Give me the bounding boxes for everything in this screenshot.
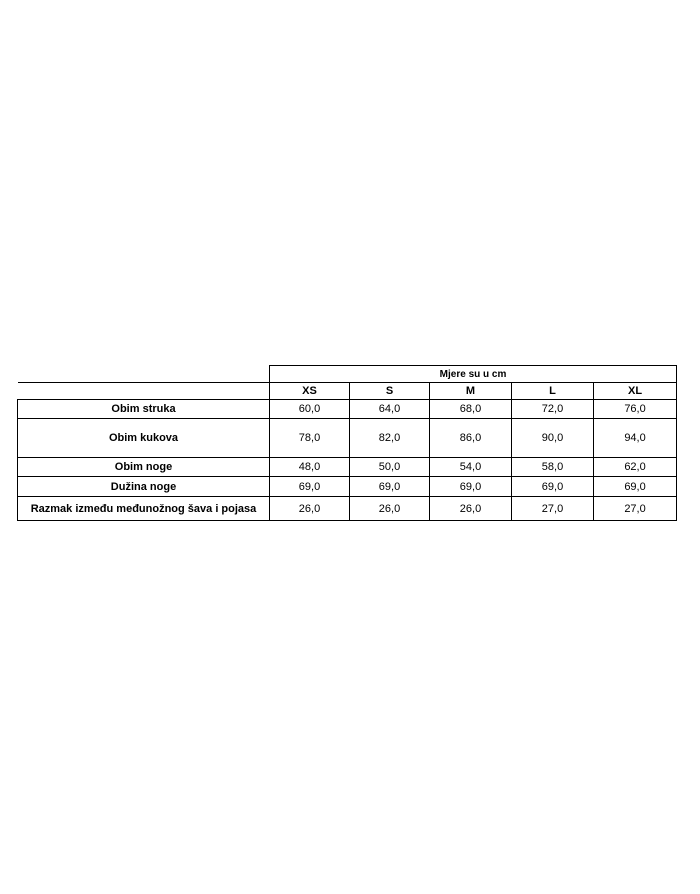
- table-row: [18, 458, 677, 477]
- table-cell: 58,0: [512, 458, 594, 477]
- unit-header: Mjere su u cm: [270, 366, 677, 383]
- table-cell: 69,0: [430, 477, 512, 497]
- table-cell: 94,0: [594, 419, 677, 458]
- table-cell: 26,0: [430, 497, 512, 521]
- table-corner-cell: [18, 366, 270, 383]
- size-header-s: S: [350, 383, 430, 400]
- table-cell: 48,0: [270, 458, 350, 477]
- table-row: [18, 419, 677, 458]
- table-cell: 86,0: [430, 419, 512, 458]
- size-header-m: M: [430, 383, 512, 400]
- row-label-hips: Obim kukova: [18, 419, 270, 458]
- table-cell: 64,0: [350, 400, 430, 419]
- row-label-waist: Obim struka: [18, 400, 270, 419]
- table-cell: 26,0: [270, 497, 350, 521]
- table-cell: 27,0: [594, 497, 677, 521]
- table-cell: 27,0: [512, 497, 594, 521]
- table-cell: 68,0: [430, 400, 512, 419]
- row-label-leg-length: Dužina noge: [18, 477, 270, 497]
- table-cell: 26,0: [350, 497, 430, 521]
- size-header-l: L: [512, 383, 594, 400]
- row-label-rise: Razmak između međunožnog šava i pojasa: [18, 497, 270, 521]
- row-label-leg-circumference: Obim noge: [18, 458, 270, 477]
- table-cell: 50,0: [350, 458, 430, 477]
- size-chart-table: [17, 365, 677, 521]
- table-cell: 90,0: [512, 419, 594, 458]
- table-cell: 69,0: [512, 477, 594, 497]
- size-header-xl: XL: [594, 383, 677, 400]
- table-cell: 72,0: [512, 400, 594, 419]
- table-cell: 82,0: [350, 419, 430, 458]
- table-corner-cell: [18, 383, 270, 400]
- table-cell: 60,0: [270, 400, 350, 419]
- table-cell: 69,0: [350, 477, 430, 497]
- table-cell: 62,0: [594, 458, 677, 477]
- size-header-row: [18, 383, 677, 400]
- table-row: [18, 477, 677, 497]
- table-cell: 54,0: [430, 458, 512, 477]
- table-cell: 78,0: [270, 419, 350, 458]
- table-cell: 69,0: [270, 477, 350, 497]
- size-header-xs: XS: [270, 383, 350, 400]
- table-row: [18, 497, 677, 521]
- table-row: [18, 400, 677, 419]
- table-cell: 76,0: [594, 400, 677, 419]
- unit-header-row: [18, 366, 677, 383]
- table-cell: 69,0: [594, 477, 677, 497]
